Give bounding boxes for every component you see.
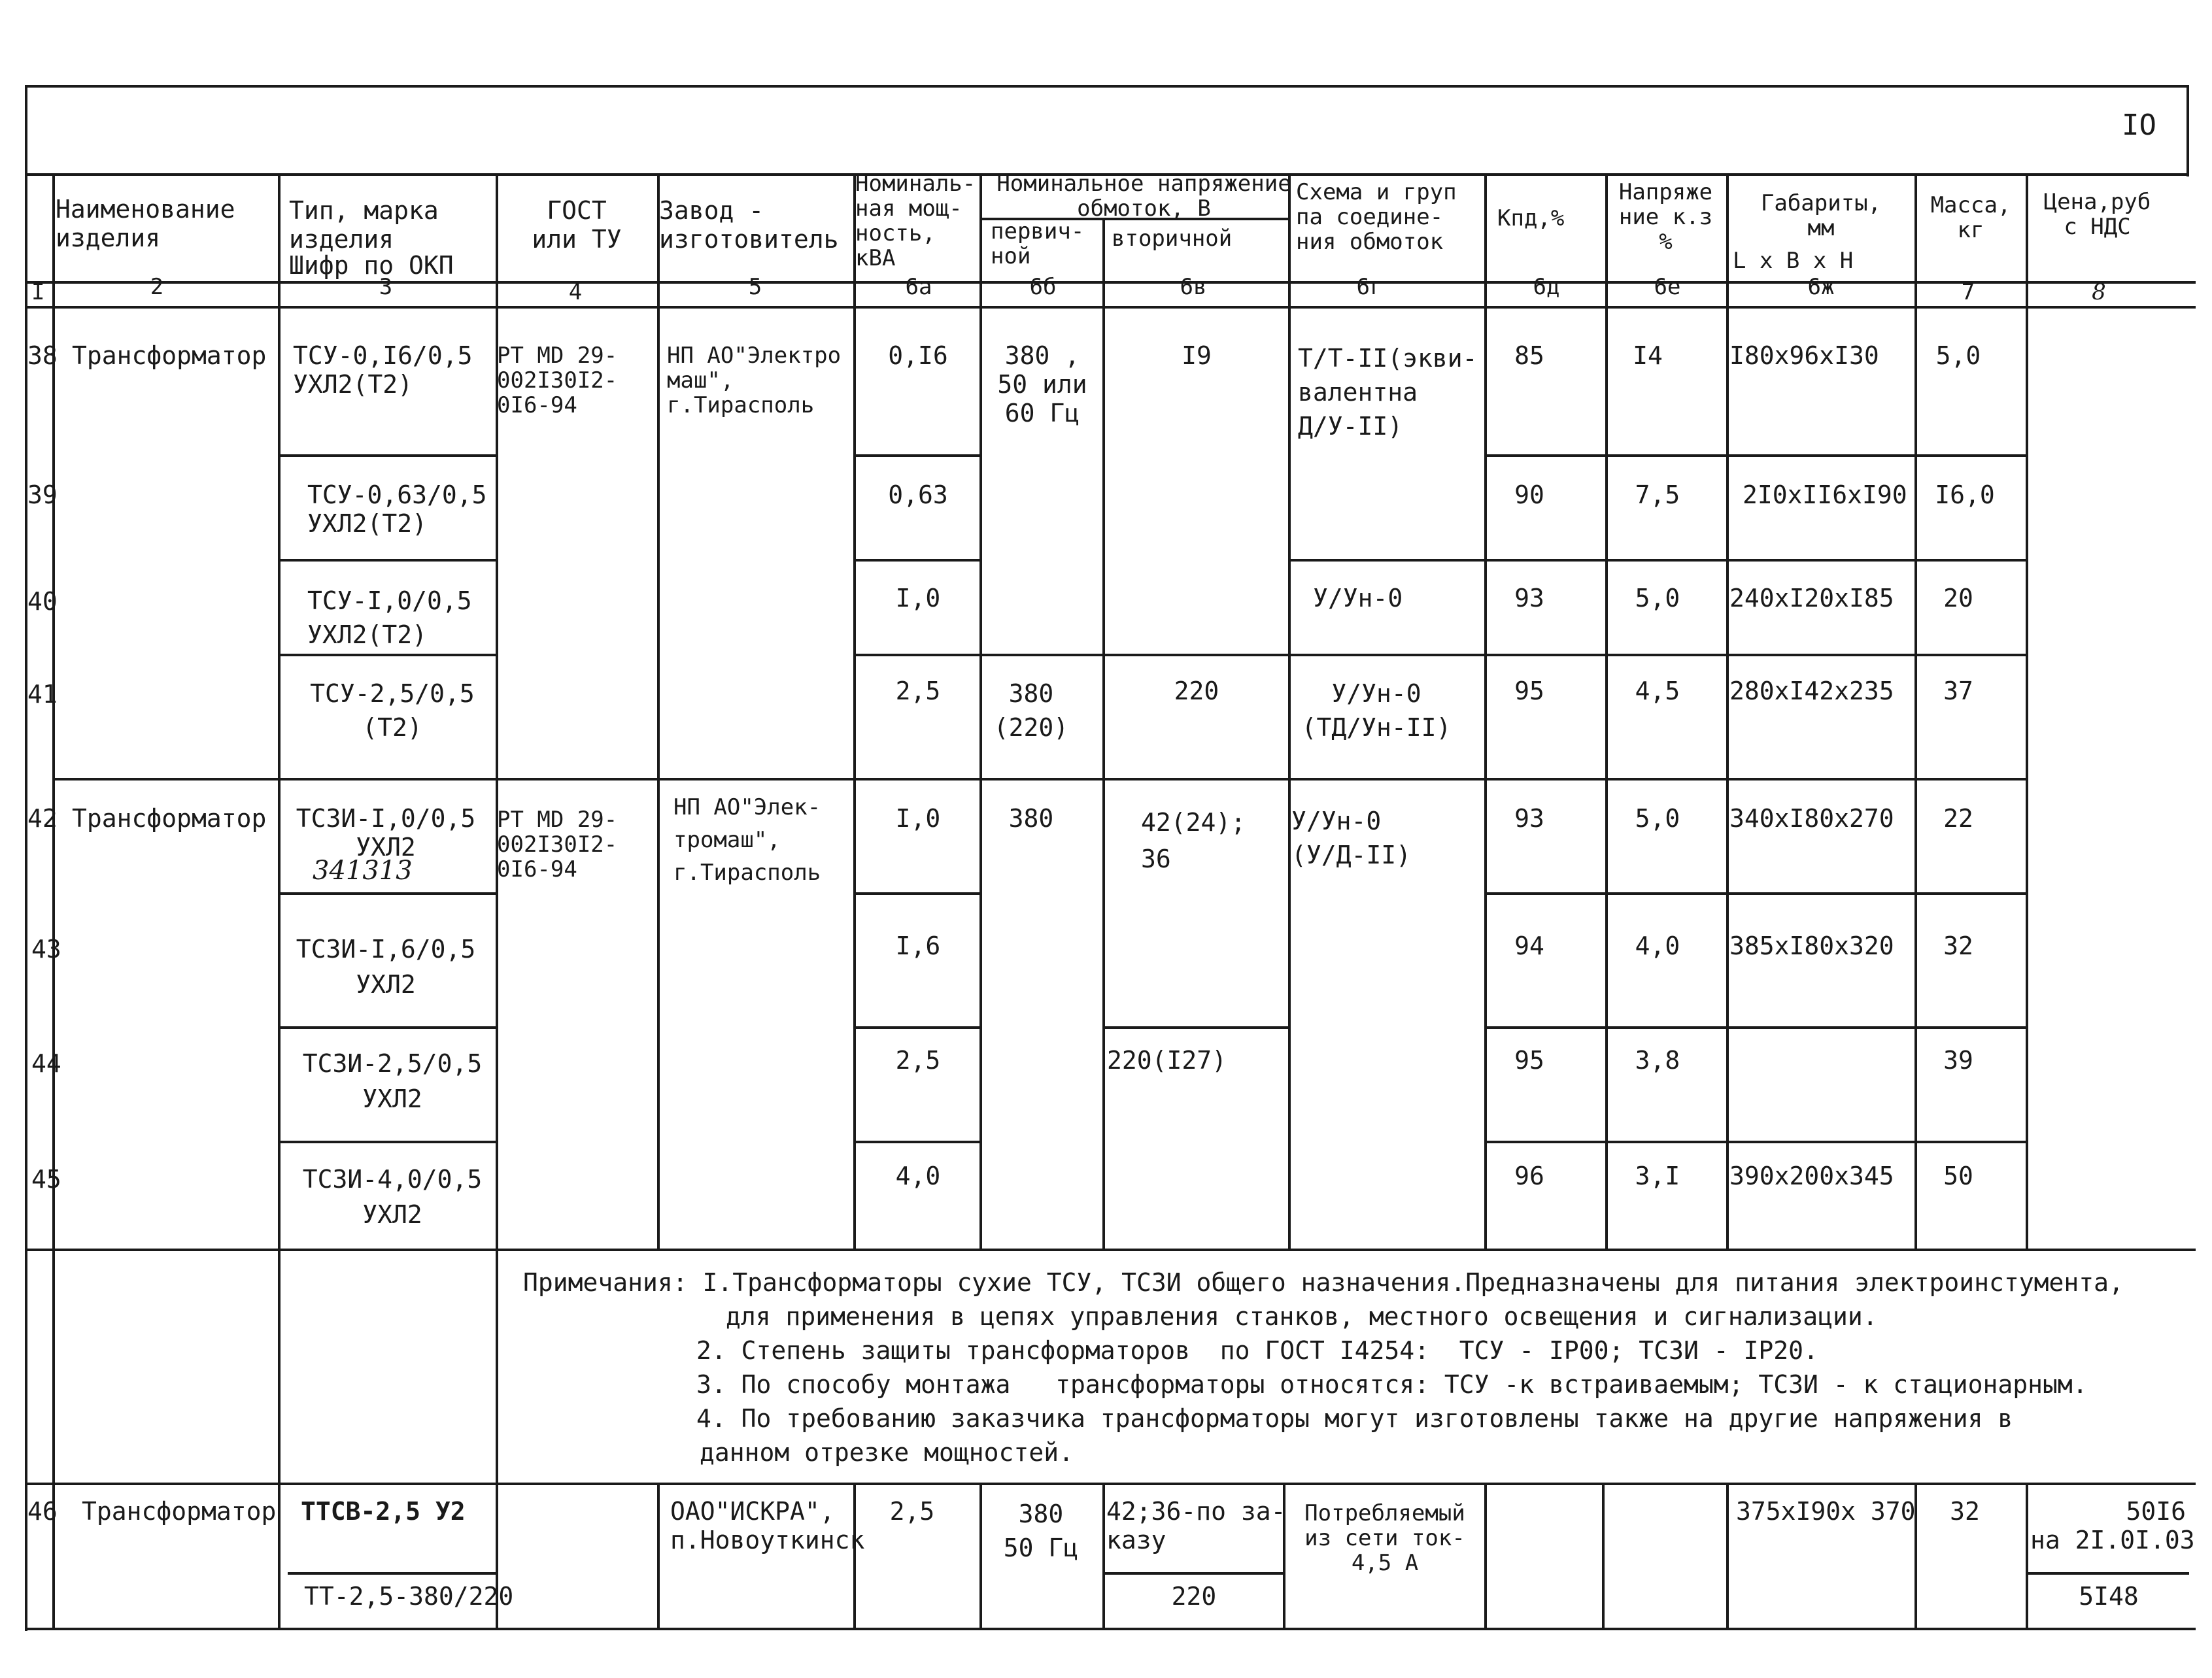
cell-eff: 85 [1514, 341, 1544, 370]
cell-sc: 4,0 [1635, 931, 1680, 960]
cell-primary: 380 [1008, 804, 1054, 833]
col-line [1726, 173, 1729, 1249]
cell-gost: РТ МD 29- 002I30I2- 0I6-94 [497, 807, 618, 882]
cell-dims: 340xI80x270 [1729, 804, 1894, 833]
col-number: 6г [1356, 274, 1384, 300]
cell-primary: 380 50 Гц [1003, 1500, 1079, 1562]
cell-mass: 39 [1943, 1046, 1973, 1075]
cell-eff: 96 [1514, 1162, 1544, 1190]
row-rule [288, 1572, 496, 1575]
cell-power: I,6 [895, 931, 941, 960]
cell-name: Трансформатор [82, 1497, 277, 1526]
row-number: 44 [31, 1049, 61, 1078]
col-line [1726, 1483, 1729, 1628]
row-rule [853, 559, 979, 562]
cell-secondary: I9 [1182, 341, 1212, 370]
header-dims: Габариты, мм [1760, 190, 1882, 241]
notes-top-rule [25, 1249, 2196, 1251]
cell-sc: 5,0 [1635, 584, 1680, 612]
cell-type: ТСУ-0,63/0,5 УХЛ2(Т2) [307, 480, 487, 538]
col-number: 3 [379, 274, 393, 300]
col-line [657, 173, 660, 1249]
cell-type: ТСУ-2,5/0,5 (Т2) [310, 679, 475, 742]
row-rule [1484, 454, 2026, 457]
note-line: Примечания: I.Трансформаторы сухие ТСУ, ТСЗИ общего назначения.Предназначены для питания электроинстумента, [523, 1268, 2124, 1297]
note-line: 4. По требованию заказчика трансформаторы могут изготовлены также на другие напряжения в [696, 1404, 2013, 1433]
cell-name: Трансформатор [72, 341, 267, 370]
cell-type: ТСЗИ-4,0/0,5 УХЛ2 [302, 1165, 483, 1229]
cell-scheme: У/Ун-0 (У/Д-II) [1291, 807, 1412, 869]
cell-eff: 93 [1514, 804, 1544, 833]
header-primary: первич- ной [991, 218, 1085, 269]
cell-type: ТСЗИ-I,6/0,5 УХЛ2 [296, 935, 476, 999]
cell-mass: 32 [1943, 931, 1973, 960]
cell-eff: 93 [1514, 584, 1544, 612]
cell-power: 2,5 [895, 1046, 941, 1075]
row-number: 39 [27, 480, 58, 509]
cell-mass: I6,0 [1935, 480, 1995, 509]
cell-plant: ОАО"ИСКРА", п.Новоуткинск [670, 1497, 865, 1554]
cell-mass: 32 [1950, 1497, 1980, 1526]
cell-scheme: У/Ун-0 (ТД/Ун-II) [1301, 679, 1452, 742]
cell-eff: 94 [1514, 931, 1544, 960]
cell-secondary: 220 [1174, 677, 1219, 705]
cell-sc: 7,5 [1635, 480, 1680, 509]
header-name: Наименование изделия [56, 195, 235, 252]
col-line [278, 173, 281, 1628]
cell-power: I,0 [895, 584, 941, 612]
cell-mass: 22 [1943, 804, 1973, 833]
header-eff: Кпд,% [1497, 205, 1565, 231]
cell-dims: 240xI20xI85 [1729, 584, 1894, 612]
col-number: 7 [1961, 279, 1975, 305]
frame-bottom [25, 1628, 2196, 1630]
row-rule [1484, 1141, 2026, 1143]
col-line [1914, 173, 1917, 1249]
frame-left [25, 85, 27, 1631]
cell-gost: РТ МD 29- 002I30I2- 0I6-94 [497, 343, 618, 418]
cell-dims: 280xI42x235 [1729, 677, 1894, 705]
col-line [1102, 219, 1105, 1249]
row-rule [278, 1141, 496, 1143]
header-scheme: Схема и груп па соедине- ния обмоток [1296, 179, 1457, 255]
row-number: 40 [27, 587, 58, 616]
col-number: 6а [905, 274, 932, 300]
col-number: 4 [568, 279, 583, 305]
row-rule [1102, 1572, 1283, 1575]
cell-dims: 390x200x345 [1729, 1162, 1894, 1190]
cell-price-alt: 5I48 [2079, 1582, 2139, 1611]
cell-scheme: Потребляемый из сети ток- 4,5 А [1304, 1500, 1465, 1576]
header-dims-sub: L x B x H [1733, 248, 1854, 274]
col-number: 2 [150, 274, 164, 300]
cell-sc: 4,5 [1635, 677, 1680, 705]
col-number: 6в [1180, 274, 1207, 300]
frame-right [2186, 85, 2189, 176]
frame-top [25, 85, 2189, 88]
header-mass: Масса, кг [1930, 192, 2011, 243]
note-line: 2. Степень защиты трансформаторов по ГОСТ I4254: ТСУ - IP00; ТСЗИ - IP20. [696, 1336, 1818, 1365]
cell-primary: 380 (220) [993, 679, 1069, 742]
cell-sc: 5,0 [1635, 804, 1680, 833]
header-type: Тип, марка изделия [289, 196, 439, 254]
note-line: данном отрезке мощностей. [700, 1438, 1074, 1467]
cell-dims: 385xI80x320 [1729, 931, 1894, 960]
row-rule [52, 778, 2026, 780]
cell-type: ТСЗИ-2,5/0,5 УХЛ2 [302, 1049, 483, 1113]
header-plant: Завод - изготовитель [659, 196, 839, 254]
row-number: 38 [27, 341, 58, 370]
row-rule [278, 1026, 496, 1029]
note-line: 3. По способу монтажа трансформаторы относятся: ТСУ -к встраиваемым; ТСЗИ - к стационарным. [696, 1370, 2088, 1399]
col-line [1484, 1483, 1487, 1628]
header-bottom-rule [25, 281, 2196, 284]
row-number: 41 [27, 680, 58, 709]
row-rule [278, 454, 496, 457]
header-gost: ГОСТ или ТУ [532, 196, 622, 254]
cell-name: Трансформатор [72, 804, 267, 833]
row-rule [1484, 1026, 2026, 1029]
cell-mass: 5,0 [1935, 341, 1981, 370]
cell-sc: 3,8 [1635, 1046, 1680, 1075]
cell-sc: 3,I [1635, 1162, 1680, 1190]
cell-dims: 2I0xII6xI90 [1743, 480, 1907, 509]
cell-type: ТТСВ-2,5 У2 [301, 1497, 466, 1526]
col-number: I [31, 279, 45, 305]
header-price: Цена,руб с НДС [2043, 189, 2151, 240]
col-number: 6ж [1807, 274, 1835, 300]
header-power: Номиналь- ная мощ- ность, кВА [855, 171, 976, 271]
cell-eff: 90 [1514, 480, 1544, 509]
row-rule [278, 892, 496, 895]
cell-power: 0,63 [888, 480, 948, 509]
row-rule [853, 454, 979, 457]
cell-dims: I80x96xI30 [1729, 341, 1879, 370]
col-number: 5 [748, 274, 762, 300]
cell-mass: 50 [1943, 1162, 1973, 1190]
header-voltage: Номинальное напряжение обмоток, В [996, 171, 1291, 222]
row-rule [853, 654, 2026, 656]
row-number: 42 [27, 804, 58, 833]
cell-type-alt: ТТ-2,5-380/220 [304, 1582, 514, 1611]
col-line [2026, 1483, 2028, 1628]
col-line [1288, 173, 1291, 1249]
cell-type: ТСУ-I,0/0,5 УХЛ2(Т2) [307, 586, 472, 649]
row-rule [278, 654, 496, 656]
cell-okp-handwritten: 341313 [313, 856, 413, 886]
cell-power: 0,I6 [888, 341, 948, 370]
row-rule [853, 1141, 979, 1143]
header-okp: Шифр по ОКП [289, 251, 454, 280]
cell-eff: 95 [1514, 1046, 1544, 1075]
col-line [52, 173, 55, 1628]
cell-eff: 95 [1514, 677, 1544, 705]
cell-power: I,0 [895, 804, 941, 833]
cell-dims: 375xI90x 370 [1736, 1497, 1916, 1526]
row-number: 46 [27, 1497, 58, 1526]
cell-power: 2,5 [895, 677, 941, 705]
col-line [1484, 173, 1487, 1249]
note-line: для применения в цепях управления станков, местного освещения и сигнализации. [726, 1302, 1878, 1331]
col-number: 6д [1533, 274, 1560, 300]
notes-bottom-rule [25, 1483, 2196, 1485]
col-line [1602, 1483, 1605, 1628]
cell-mass: 20 [1943, 584, 1973, 612]
cell-secondary: 42(24); 36 [1141, 808, 1246, 873]
row-number: 45 [31, 1165, 61, 1194]
row-rule [1102, 1026, 1288, 1029]
row-rule [853, 1026, 979, 1029]
cell-type: ТСЗИ-I,0/0,5 УХЛ2 [296, 804, 476, 862]
header-sc: Напряже ние к.з % [1618, 179, 1713, 255]
col-line [853, 173, 856, 1249]
cell-secondary-alt: 220 [1171, 1582, 1217, 1611]
col-number: 6е [1654, 274, 1681, 300]
page-number: IO [2122, 109, 2156, 142]
row-rule [853, 892, 979, 895]
header-secondary: вторичной [1112, 226, 1233, 252]
col-number: 8 [2092, 279, 2106, 305]
cell-scheme: Т/Т-II(экви- валентна Д/У-II) [1298, 344, 1478, 441]
cell-secondary: 220(I27) [1107, 1046, 1227, 1075]
cell-scheme: У/Ун-0 [1313, 584, 1403, 612]
cell-price: 50I6 на 2I.0I.03 [2030, 1497, 2195, 1554]
cell-sc: I4 [1633, 341, 1663, 370]
col-number: 6б [1029, 274, 1057, 300]
col-line [2026, 173, 2028, 1249]
cell-mass: 37 [1943, 677, 1973, 705]
cell-plant: НП АО"Элек- тромаш", г.Тирасполь [673, 794, 821, 886]
row-rule [2026, 1572, 2189, 1575]
cell-plant: НП АО"Электро маш", г.Тирасполь [667, 343, 842, 418]
cell-primary: 380 , 50 или 60 Гц [997, 341, 1087, 428]
col-line [657, 1483, 660, 1628]
cell-power: 4,0 [895, 1162, 941, 1190]
row-number: 43 [31, 935, 61, 964]
row-rule [278, 559, 496, 562]
cell-power: 2,5 [889, 1497, 935, 1526]
row-rule [1484, 892, 2026, 895]
cell-secondary: 42;36-по за- казу [1106, 1497, 1286, 1554]
row-rule [1288, 559, 2026, 562]
col-line [1605, 173, 1608, 1249]
notes-block [523, 1268, 2184, 1477]
colnum-rule [25, 306, 2196, 309]
cell-type: ТСУ-0,I6/0,5 УХЛ2(Т2) [293, 341, 473, 399]
